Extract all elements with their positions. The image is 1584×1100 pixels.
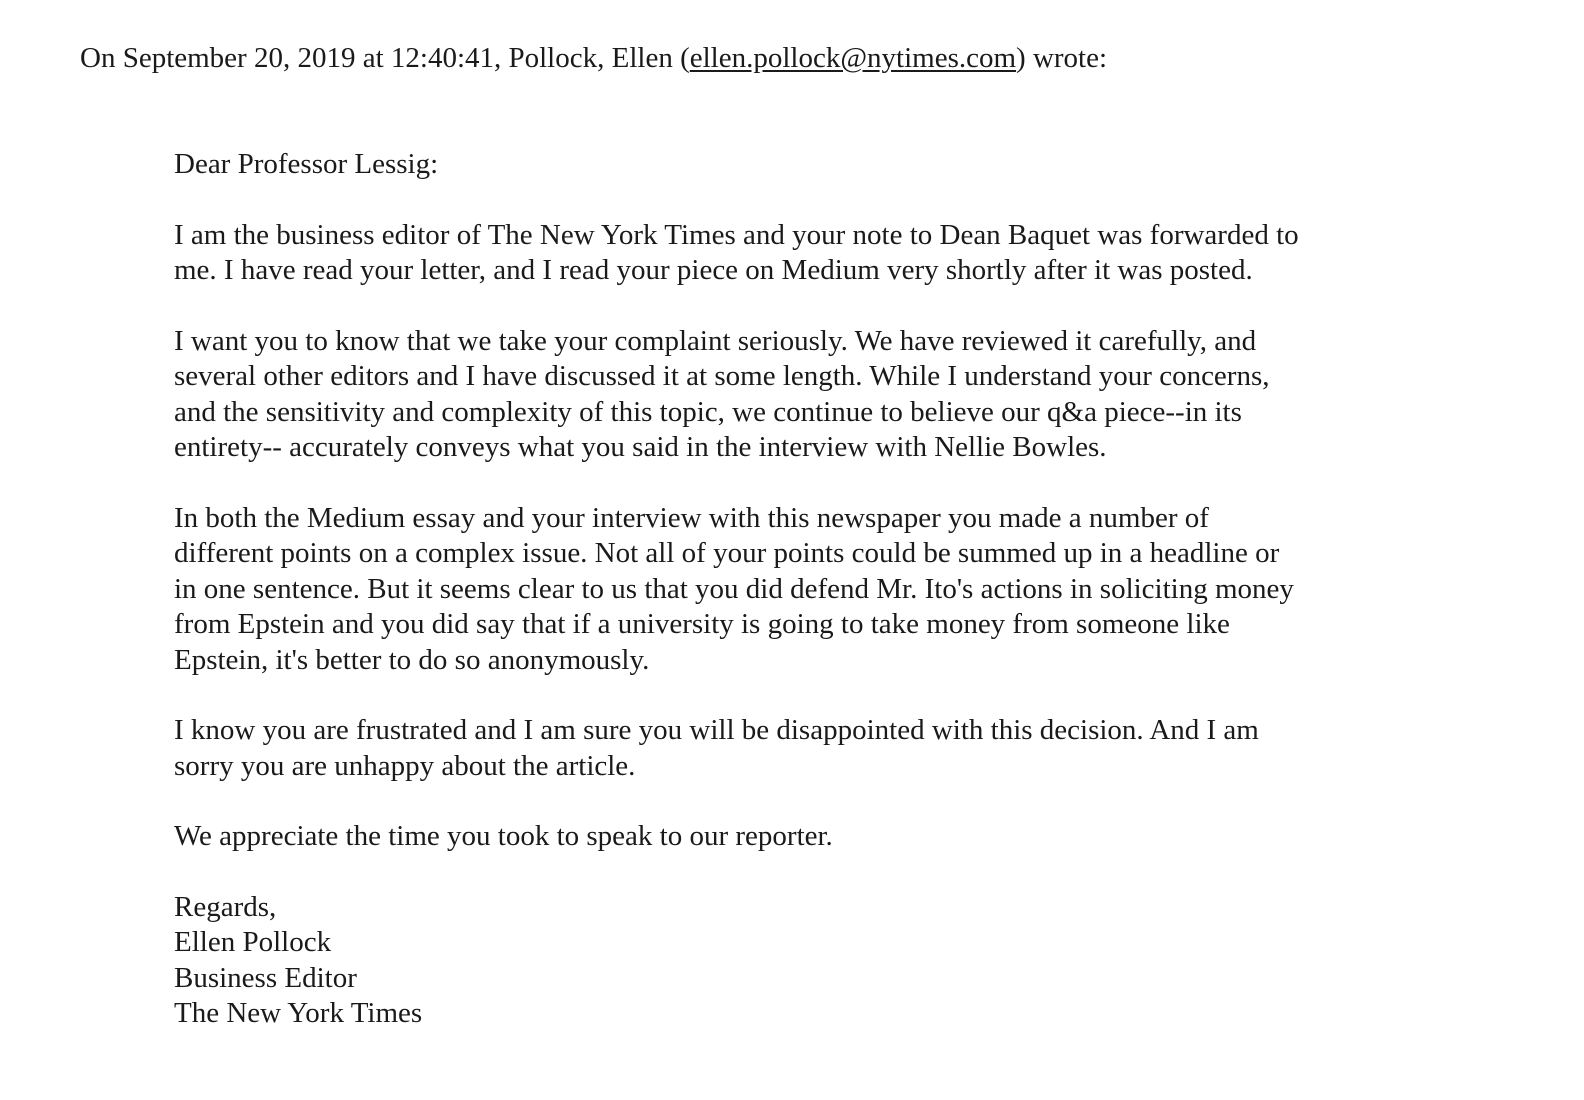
- paragraph-line: entirety-- accurately conveys what you said in the interview with Nellie Bowles.: [174, 431, 1107, 463]
- salutation: [174, 147, 1404, 183]
- paragraph-line: I want you to know that we take your complaint seriously. We have reviewed it carefully, and: [174, 324, 1257, 357]
- paragraph-line: sorry you are unhappy about the article.: [174, 749, 636, 782]
- signature-block: [174, 890, 1404, 1032]
- paragraph-line: I know you are frustrated and I am sure you will be disappointed with this decision. And I am: [174, 714, 1259, 746]
- paragraph-line: and the sensitivity and complexity of this topic, we continue to believe our q&a piece--in its: [174, 395, 1242, 428]
- header-prefix: On September 20, 2019 at 12:40:41, Pollock, Ellen (: [80, 42, 690, 74]
- paragraph-line: in one sentence. But it seems clear to us that you did defend Mr. Ito's actions in soliciting money: [174, 572, 1294, 605]
- paragraph-line: We appreciate the time you took to speak to our reporter.: [174, 820, 833, 852]
- paragraph-line: Epstein, it's better to do so anonymously.: [174, 643, 650, 676]
- paragraph-3: [174, 501, 1404, 679]
- paragraph-1: [174, 218, 1404, 289]
- paragraph-line: different points on a complex issue. Not all of your points could be summed up in a headline or: [174, 537, 1280, 569]
- sender-email-link[interactable]: ellen.pollock@nytimes.com: [689, 42, 1017, 74]
- signature-name: Ellen Pollock: [174, 926, 332, 958]
- letter-body: [174, 147, 1404, 1067]
- paragraph-line: me. I have read your letter, and I read your piece on Medium very shortly after it was posted.: [174, 254, 1253, 286]
- paragraph-line: In both the Medium essay and your interview with this newspaper you made a number of: [174, 501, 1209, 534]
- paragraph-line: several other editors and I have discussed it at some length. While I understand your concerns,: [174, 360, 1270, 392]
- paragraph-line: I am the business editor of The New York Times and your note to Dean Baquet was forwarded to: [174, 218, 1299, 251]
- email-header: [80, 40, 1107, 76]
- paragraph-2: [174, 324, 1404, 466]
- signature-organization: The New York Times: [174, 997, 423, 1029]
- header-suffix: ) wrote:: [1016, 42, 1108, 74]
- paragraph-line: from Epstein and you did say that if a university is going to take money from someone like: [174, 608, 1230, 640]
- paragraph-5: [174, 819, 1404, 855]
- signature-title: Business Editor: [174, 961, 357, 994]
- signature-closing: Regards,: [174, 890, 277, 923]
- salutation-text: Dear Professor Lessig:: [174, 148, 439, 180]
- paragraph-4: [174, 713, 1404, 784]
